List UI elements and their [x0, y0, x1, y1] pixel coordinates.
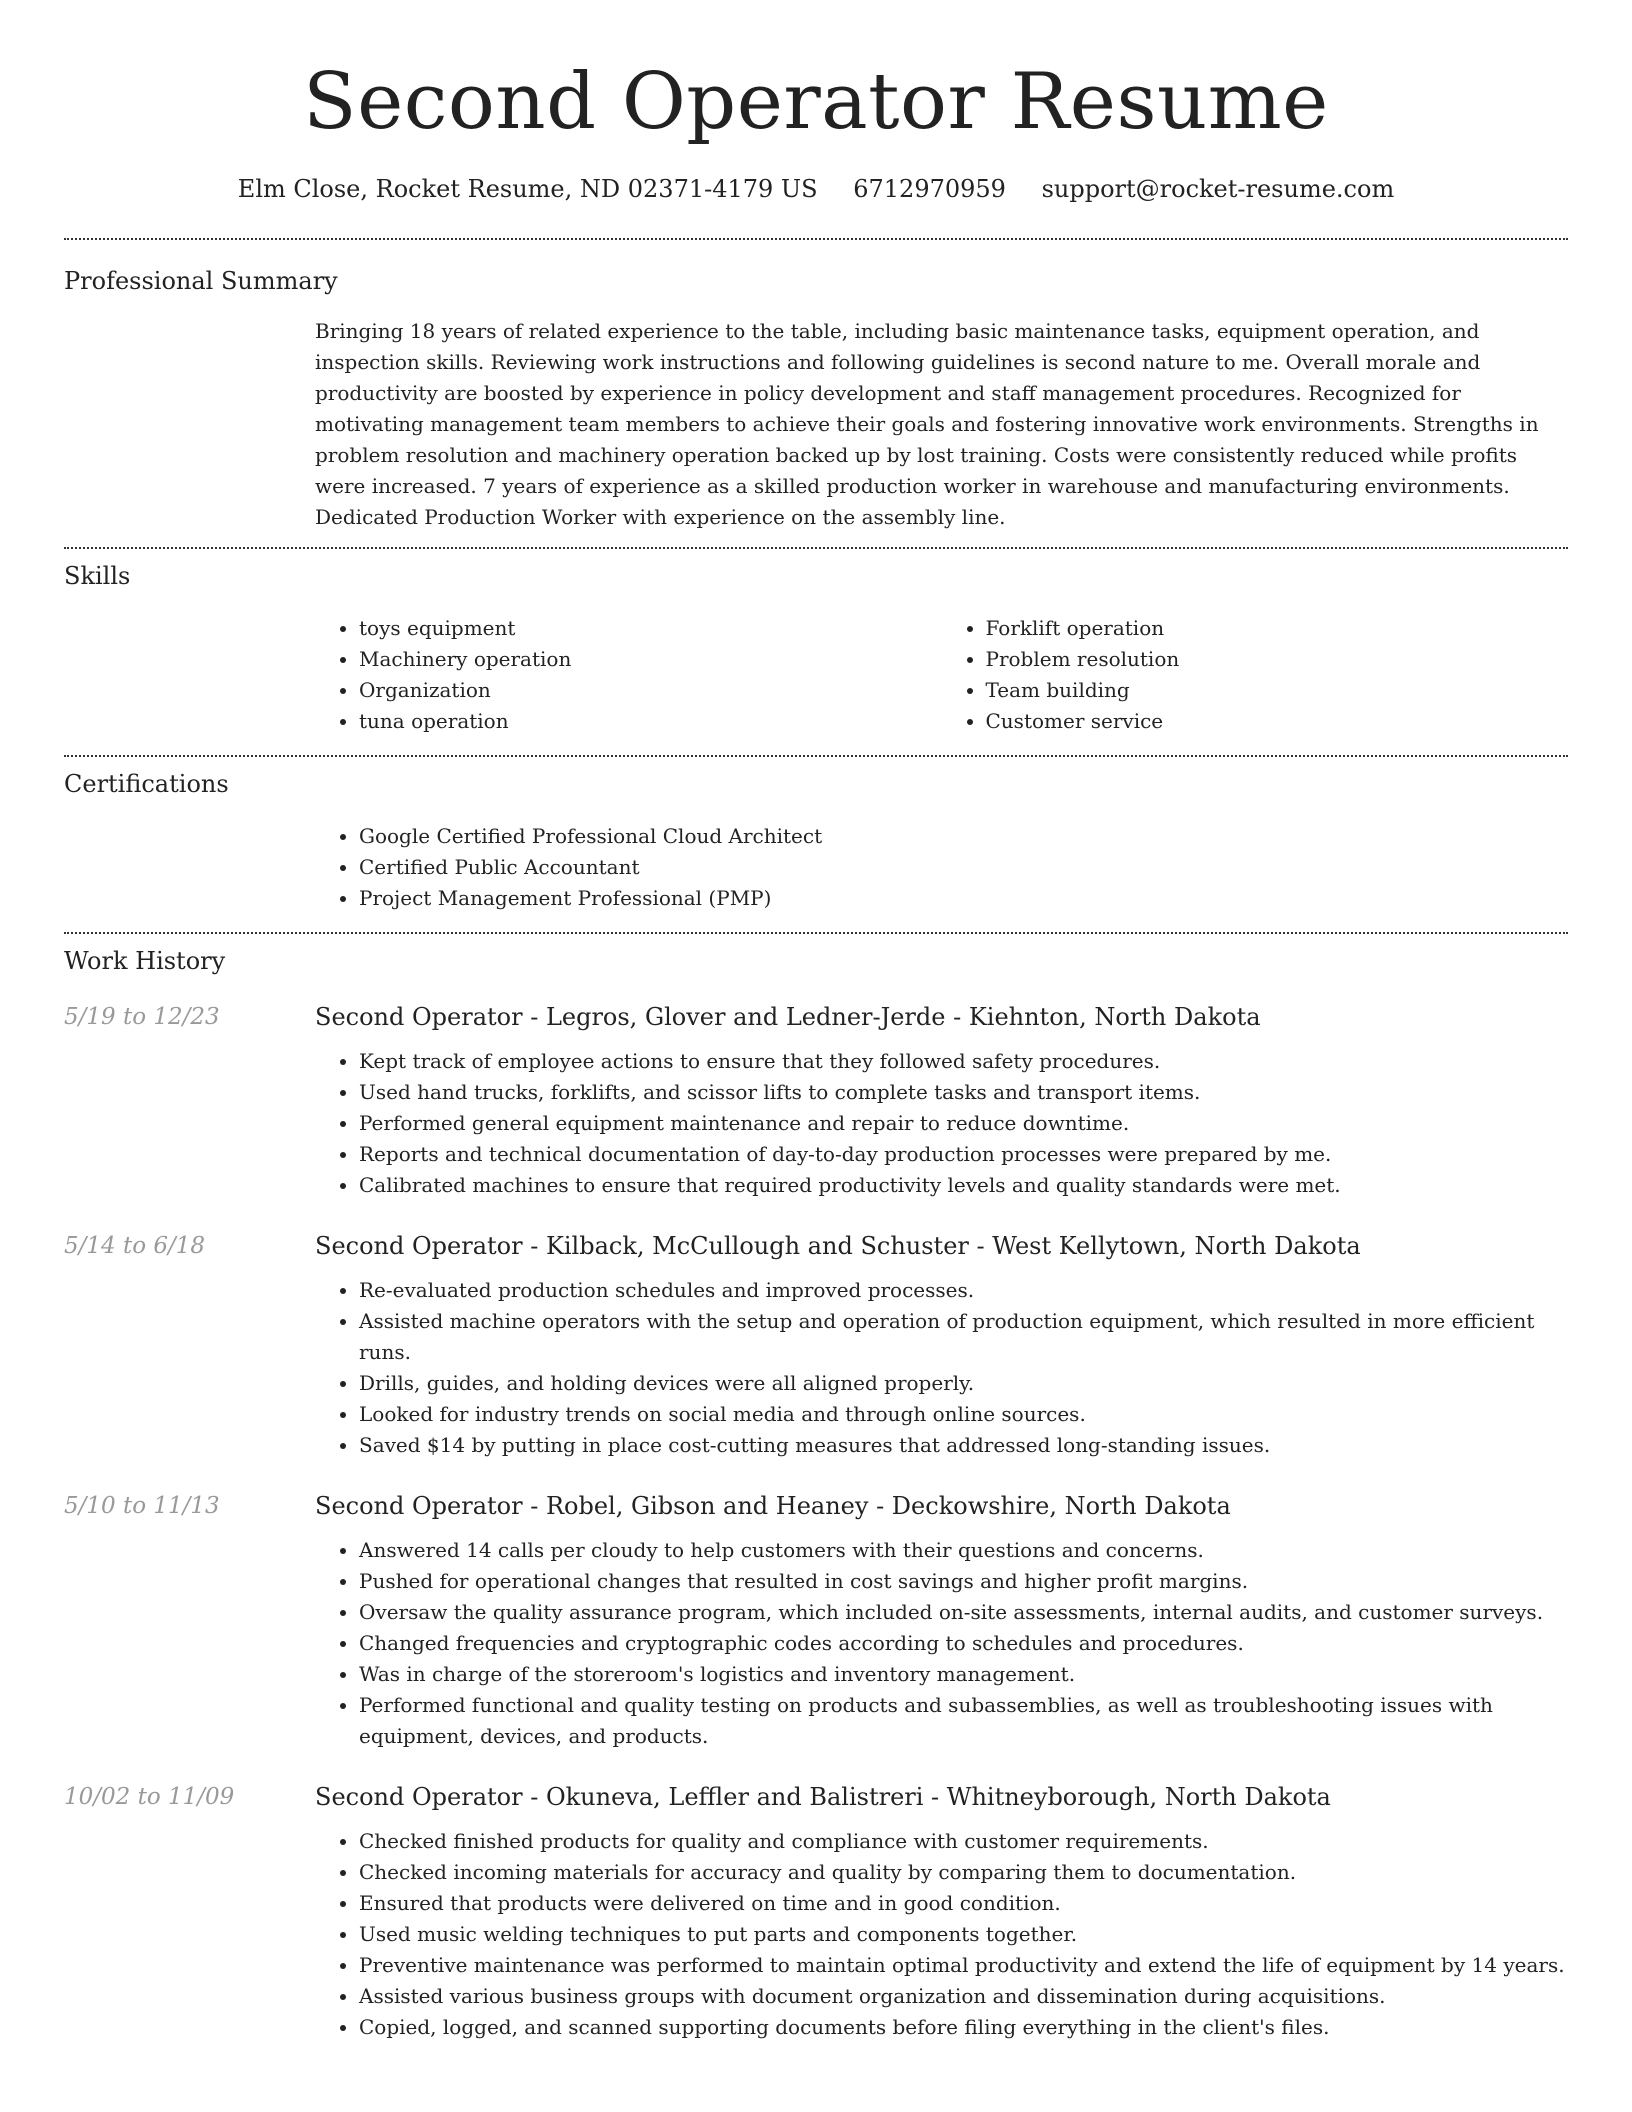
section-heading-skills: Skills [64, 562, 131, 590]
list-item: • Changed frequencies and cryptographic codes according to schedules and procedures. [359, 1628, 1568, 1659]
job-title: Second Operator - Robel, Gibson and Heaney - Deckowshire, North Dakota [315, 1492, 1231, 1520]
page-title: Second Operator Resume [303, 57, 1329, 147]
section-heading-work-history: Work History [64, 947, 226, 975]
contact-line [64, 172, 1568, 206]
contact-email: support@rocket-resume.com [1041, 175, 1395, 203]
list-item: • Oversaw the quality assurance program, which included on-site assessments, internal audits, and customer surveys. [359, 1597, 1568, 1628]
list-item: • Assisted various business groups with document organization and dissemination during acquisitions. [359, 1981, 1568, 2012]
list-item: • Forklift operation [986, 613, 1569, 644]
contact-phone: 6712970959 [853, 175, 1006, 203]
skills-list-right [942, 613, 1569, 737]
list-item: • tuna operation [359, 706, 942, 737]
job-dates: 5/10 to 11/13 [64, 1493, 220, 1519]
job-title: Second Operator - Kilback, McCullough and Schuster - West Kellytown, North Dakota [315, 1232, 1361, 1260]
summary-body [315, 316, 1568, 533]
list-item: • Pushed for operational changes that resulted in cost savings and higher profit margins. [359, 1566, 1568, 1597]
list-item: • Re-evaluated production schedules and improved processes. [359, 1275, 1568, 1306]
summary-section [64, 240, 1568, 533]
list-item: • Team building [986, 675, 1569, 706]
summary-text: Bringing 18 years of related experience to the table, including basic maintenance tasks, equipment operation, and inspection skills. Reviewing work instructions and following guidelines is second nature to me. Overall morale and productivity are boosted by experience in policy development and staff management procedures. Recognized for motivating management team members to achieve their goals and fostering innovative work environments. Strengths in problem resolution and machinery operation backed up by lost training. Costs were consistently reduced while profits were increased. 7 years of experience as a skilled production worker in warehouse and manufacturing environments. Dedicated Production Worker with experience on the assembly line. [315, 319, 1539, 529]
resume-page [64, 0, 1568, 2043]
list-item: • Looked for industry trends on social media and through online sources. [359, 1399, 1568, 1430]
list-item: • Calibrated machines to ensure that required productivity levels and quality standards were met. [359, 1170, 1568, 1201]
job-entry [64, 1489, 1568, 1752]
job-dates: 5/19 to 12/23 [64, 1004, 220, 1030]
list-item: • Checked incoming materials for accuracy and quality by comparing them to documentation. [359, 1857, 1568, 1888]
list-item: • Checked finished products for quality and compliance with customer requirements. [359, 1826, 1568, 1857]
job-title: Second Operator - Okuneva, Leffler and Balistreri - Whitneyborough, North Dakota [315, 1783, 1331, 1811]
list-item: • Used hand trucks, forklifts, and scissor lifts to complete tasks and transport items. [359, 1077, 1568, 1108]
list-item: • Copied, logged, and scanned supporting documents before filing everything in the client's files. [359, 2012, 1568, 2043]
list-item: • Performed general equipment maintenance and repair to reduce downtime. [359, 1108, 1568, 1139]
list-item: • Ensured that products were delivered on time and in good condition. [359, 1888, 1568, 1919]
list-item: • Performed functional and quality testing on products and subassemblies, as well as troubleshooting issues with equipment, devices, and products. [359, 1690, 1568, 1752]
job-bullets [315, 1046, 1568, 1201]
certifications-list [315, 821, 1568, 914]
list-item: • toys equipment [359, 613, 942, 644]
job-bullets [315, 1535, 1568, 1752]
list-item: • Project Management Professional (PMP) [359, 883, 1568, 914]
list-item: • Preventive maintenance was performed to maintain optimal productivity and extend the life of equipment by 14 years. [359, 1950, 1568, 1981]
certifications-section [64, 757, 1568, 914]
list-item: • Customer service [986, 706, 1569, 737]
job-entry [64, 1000, 1568, 1201]
list-item: • Kept track of employee actions to ensure that they followed safety procedures. [359, 1046, 1568, 1077]
skills-grid [315, 613, 1568, 737]
work-history-section [64, 934, 1568, 2043]
section-heading-summary: Professional Summary [64, 267, 338, 295]
job-title: Second Operator - Legros, Glover and Ledner-Jerde - Kiehnton, North Dakota [315, 1003, 1261, 1031]
job-bullets [315, 1826, 1568, 2043]
job-entry [64, 1780, 1568, 2043]
list-item: • Machinery operation [359, 644, 942, 675]
section-heading-certifications: Certifications [64, 770, 229, 798]
contact-address: Elm Close, Rocket Resume, ND 02371-4179 US [237, 175, 818, 203]
list-item: • Used music welding techniques to put parts and components together. [359, 1919, 1568, 1950]
job-dates: 10/02 to 11/09 [64, 1784, 235, 1810]
job-dates: 5/14 to 6/18 [64, 1233, 206, 1259]
list-item: • Organization [359, 675, 942, 706]
job-bullets [315, 1275, 1568, 1461]
list-item: • Answered 14 calls per cloudy to help customers with their questions and concerns. [359, 1535, 1568, 1566]
skills-list-left [315, 613, 942, 737]
job-entry [64, 1229, 1568, 1461]
list-item: • Drills, guides, and holding devices were all aligned properly. [359, 1368, 1568, 1399]
list-item: • Problem resolution [986, 644, 1569, 675]
list-item: • Google Certified Professional Cloud Architect [359, 821, 1568, 852]
certifications-body [315, 821, 1568, 914]
list-item: • Reports and technical documentation of day-to-day production processes were prepared by me. [359, 1139, 1568, 1170]
list-item: • Certified Public Accountant [359, 852, 1568, 883]
list-item: • Was in charge of the storeroom's logistics and inventory management. [359, 1659, 1568, 1690]
list-item: • Assisted machine operators with the setup and operation of production equipment, which resulted in more efficient runs. [359, 1306, 1568, 1368]
skills-section [64, 549, 1568, 737]
list-item: • Saved $14 by putting in place cost-cutting measures that addressed long-standing issues. [359, 1430, 1568, 1461]
